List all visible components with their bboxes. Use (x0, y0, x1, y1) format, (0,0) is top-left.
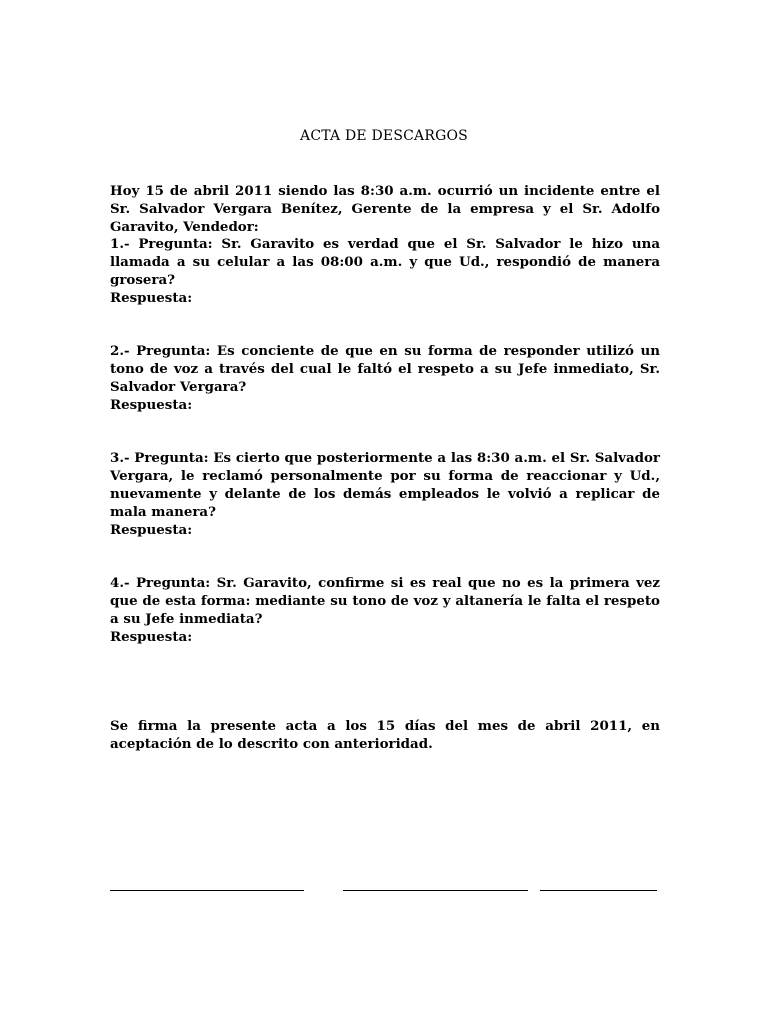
question-4 (110, 574, 660, 646)
question-2 (110, 342, 660, 414)
signature-line-2 (343, 890, 528, 891)
question-4-answer-label: Respuesta: (110, 629, 193, 645)
signature-line-3 (540, 890, 657, 891)
intro-paragraph: Hoy 15 de abril 2011 siendo las 8:30 a.m. ocurrió un incidente entre el Sr. Salvador Vergara Benítez, Gerente de la empresa y el Sr. Adolfo Garavito, Vendedor: (110, 183, 660, 235)
question-3 (110, 449, 660, 539)
question-3-text: 3.- Pregunta: Es cierto que posteriormente a las 8:30 a.m. el Sr. Salvador Vergara, le reclamó personalmente por su forma de reaccionar y Ud., nuevamente y delante de los demás empleados le volvió a replicar de mala manera? (110, 450, 660, 520)
question-4-text: 4.- Pregunta: Sr. Garavito, confirme si es real que no es la primera vez que de esta forma: mediante su tono de voz y altanería le falta el respeto a su Jefe inmediata? (110, 575, 660, 627)
question-3-answer-label: Respuesta: (110, 522, 193, 538)
question-1 (110, 235, 660, 307)
closing-paragraph: Se firma la presente acta a los 15 días del mes de abril 2011, en aceptación de lo descrito con anterioridad. (110, 718, 660, 752)
document-title: ACTA DE DESCARGOS (300, 128, 468, 144)
question-1-answer-label: Respuesta: (110, 290, 193, 306)
question-2-text: 2.- Pregunta: Es conciente de que en su forma de responder utilizó un tono de voz a través del cual le faltó el respeto a su Jefe inmediato, Sr. Salvador Vergara? (110, 343, 660, 395)
signature-line-1 (110, 890, 304, 891)
question-1-text: 1.- Pregunta: Sr. Garavito es verdad que el Sr. Salvador le hizo una llamada a su celular a las 08:00 a.m. y que Ud., respondió de manera grosera? (110, 236, 660, 288)
question-2-answer-label: Respuesta: (110, 397, 193, 413)
